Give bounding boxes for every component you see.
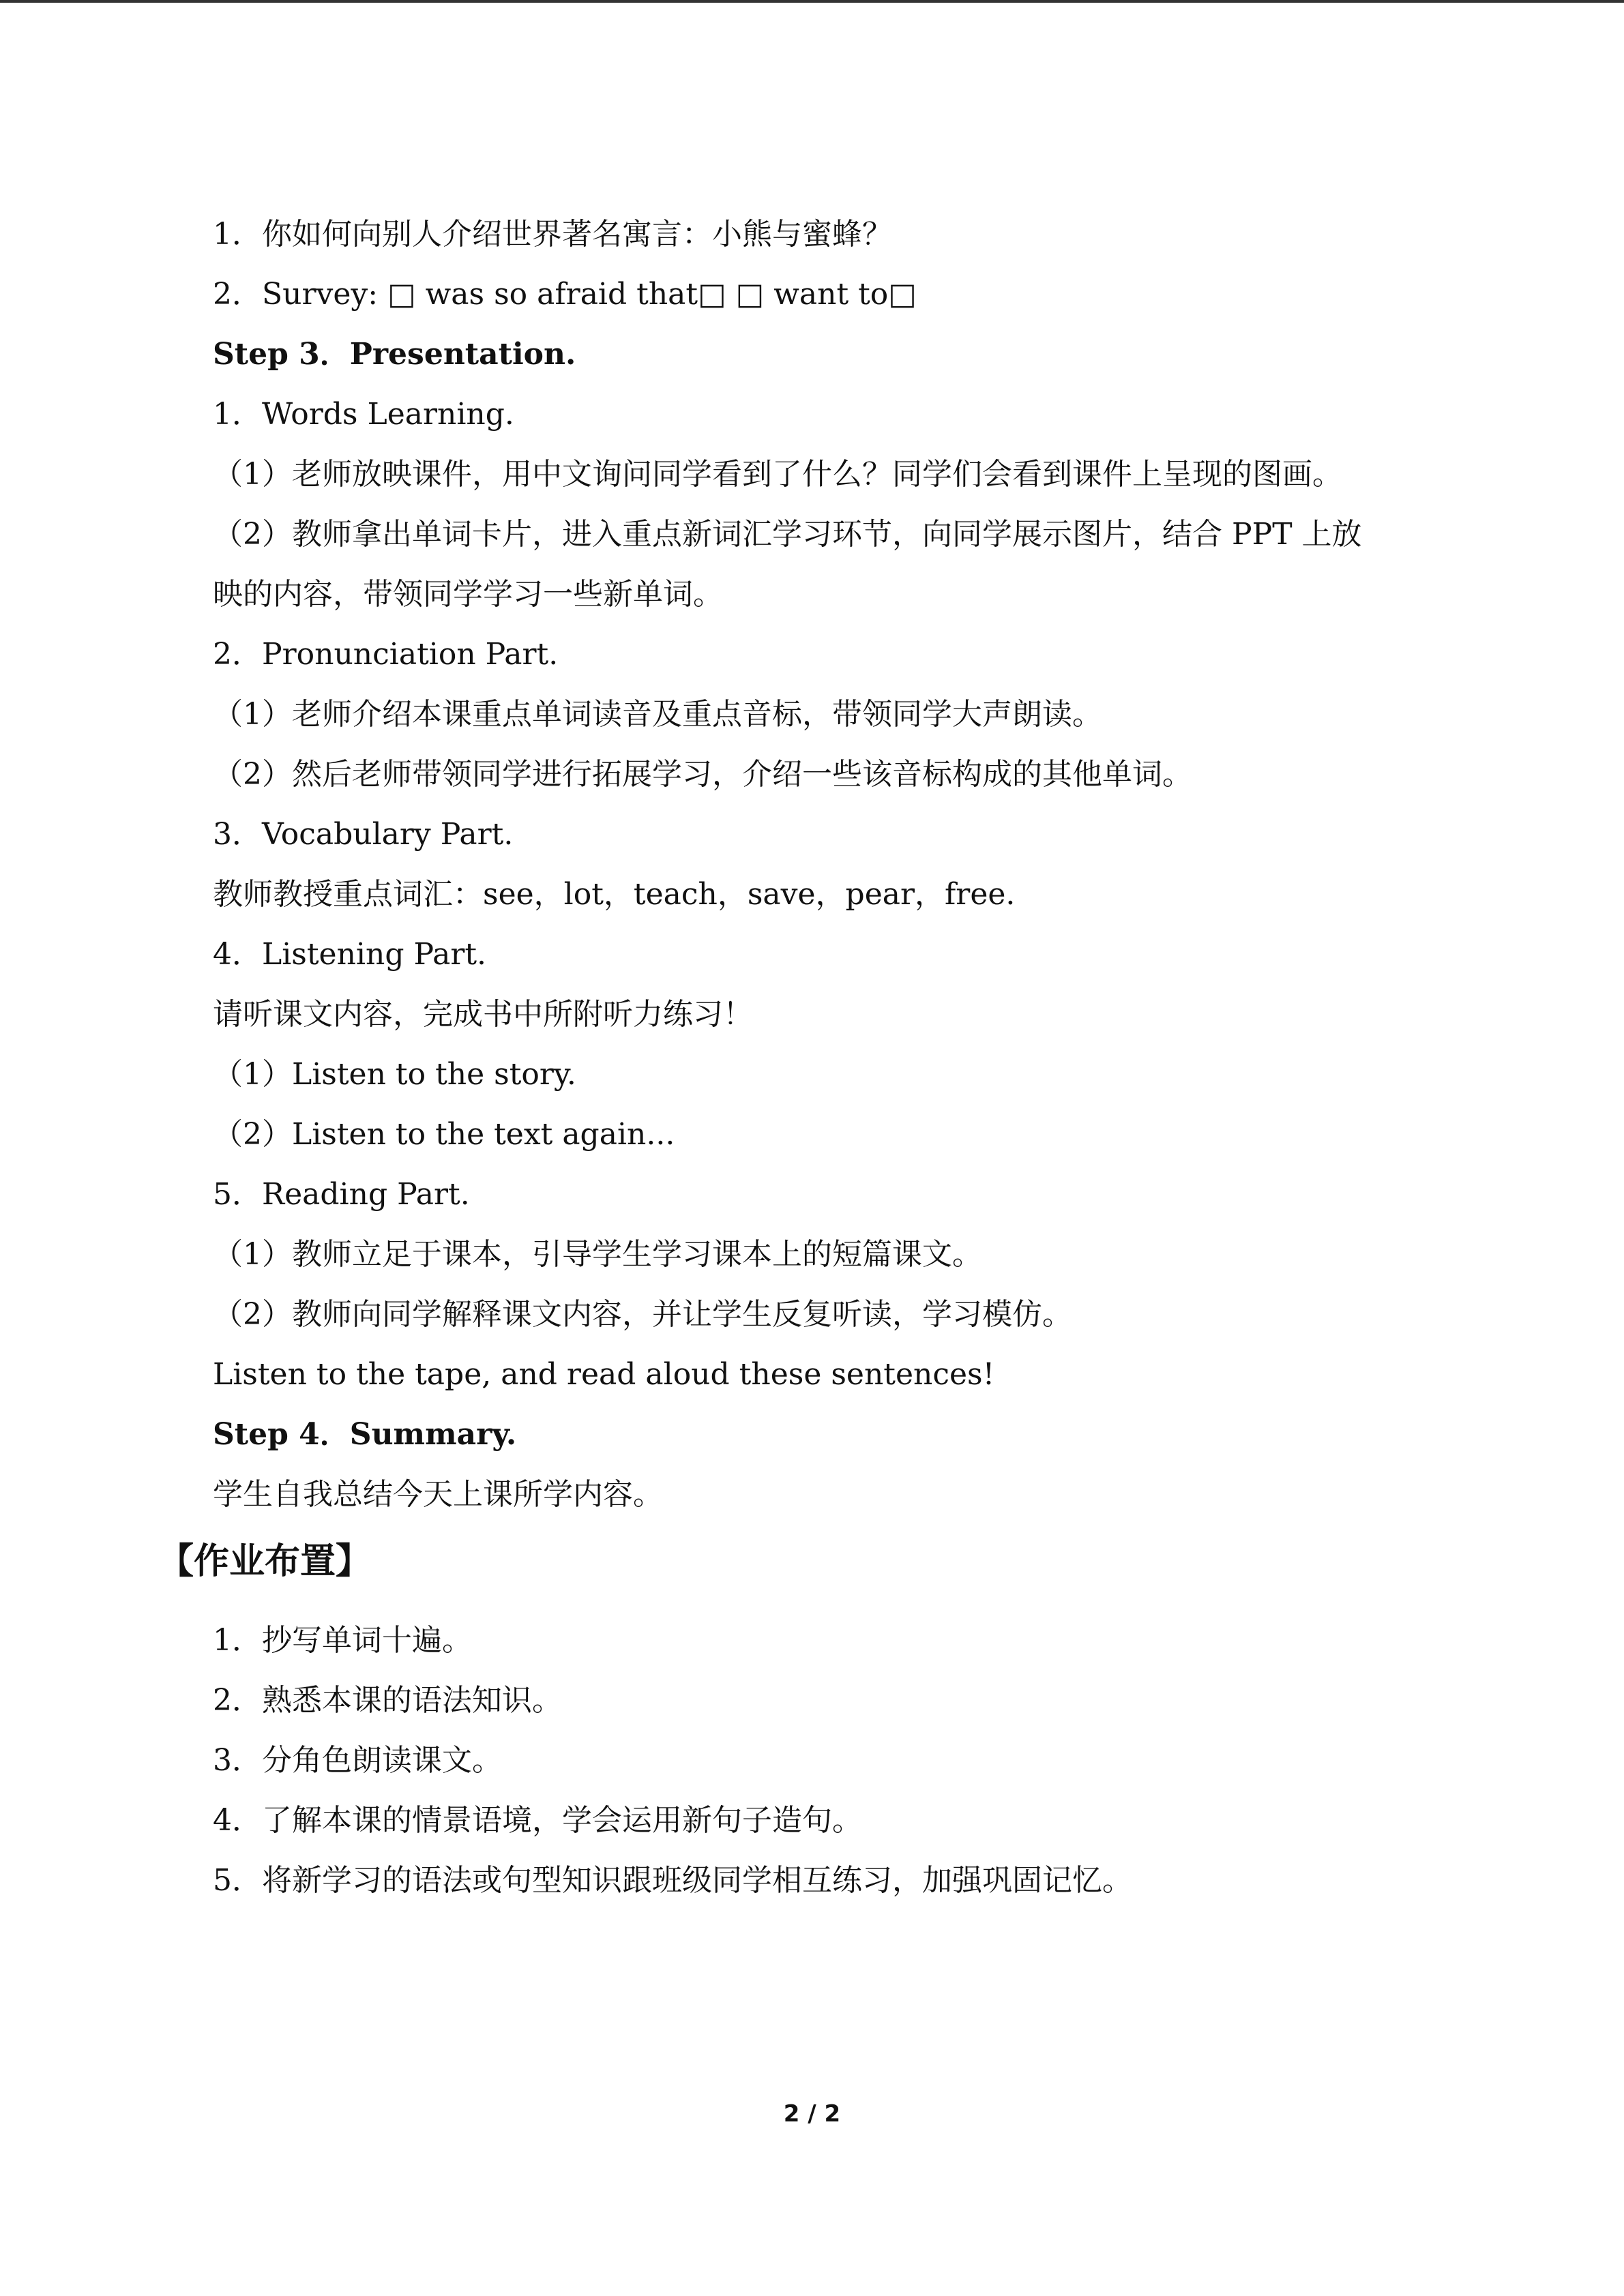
body-line-13: 4．Listening Part. <box>213 937 487 972</box>
homework-item: 5．将新学习的语法或句型知识跟班级同学相互练习，加强巩固记忆。 <box>213 1863 1132 1898</box>
body-line-15: （1）Listen to the story. <box>213 1057 576 1092</box>
body-line-5: （1）老师放映课件，用中文询问同学看到了什么？同学们会看到课件上呈现的图画。 <box>213 457 1342 492</box>
body-line-8: 2．Pronunciation Part. <box>213 637 559 672</box>
body-line-2: 2．Survey: □ was so afraid that□ □ want to□ <box>213 277 917 312</box>
step-4-heading: Step 4．Summary. <box>213 1417 517 1452</box>
homework-list <box>213 1611 1475 1911</box>
body-line-16: （2）Listen to the text again... <box>213 1117 675 1152</box>
body-line-20: Listen to the tape, and read aloud these sentences! <box>213 1357 995 1392</box>
body-line-11: 3．Vocabulary Part. <box>213 817 514 852</box>
body-line-17: 5．Reading Part. <box>213 1177 470 1212</box>
body-line-9: （1）老师介绍本课重点单词读音及重点音标，带领同学大声朗读。 <box>213 697 1102 732</box>
homework-item: 1．抄写单词十遍。 <box>213 1623 472 1658</box>
homework-item: 4．了解本课的情景语境，学会运用新句子造句。 <box>213 1803 862 1838</box>
body-line-22: 学生自我总结今天上课所学内容。 <box>213 1477 663 1512</box>
body-line-18: （1）教师立足于课本，引导学生学习课本上的短篇课文。 <box>213 1237 982 1272</box>
body-line-14: 请听课文内容，完成书中所附听力练习！ <box>213 997 753 1032</box>
page-top-border <box>0 0 1624 3</box>
body-line-10: （2）然后老师带领同学进行拓展学习，介绍一些该音标构成的其他单词。 <box>213 757 1192 792</box>
step-3-heading: Step 3．Presentation. <box>213 337 576 372</box>
body-line-4: 1．Words Learning. <box>213 397 514 432</box>
homework-item: 2．熟悉本课的语法知识。 <box>213 1683 562 1718</box>
body-line-19: （2）教师向同学解释课文内容，并让学生反复听读，学习模仿。 <box>213 1297 1072 1332</box>
body-line-7: 映的内容，带领同学学习一些新单词。 <box>213 577 723 612</box>
body-line-1: 1．你如何向别人介绍世界著名寓言：小熊与蜜蜂？ <box>213 217 892 252</box>
lesson-body <box>213 205 1475 1525</box>
homework-heading: 【作业布置】 <box>158 1541 372 1582</box>
body-line-12: 教师教授重点词汇：see，lot，teach，save，pear，free. <box>213 877 1016 912</box>
page-number: 2 / 2 <box>783 2100 841 2128</box>
body-line-6: （2）教师拿出单词卡片，进入重点新词汇学习环节，向同学展示图片，结合 PPT 上放 <box>213 517 1362 552</box>
homework-item: 3．分角色朗读课文。 <box>213 1743 502 1778</box>
